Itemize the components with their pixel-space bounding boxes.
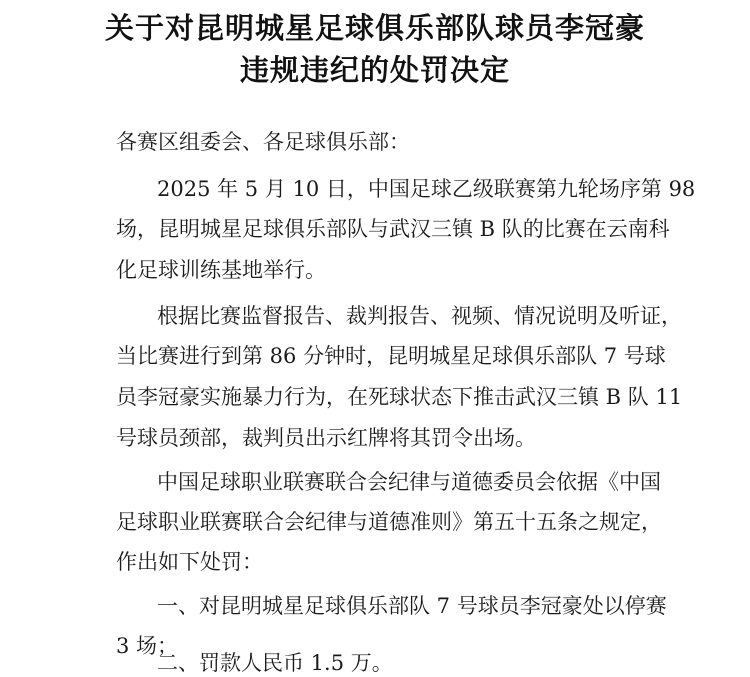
body-line: 场，昆明城星足球俱乐部队与武汉三镇 B 队的比赛在云南科 <box>116 217 670 241</box>
salutation: 各赛区组委会、各足球俱乐部： <box>116 130 410 154</box>
body-line: 中国足球职业联赛联合会纪律与道德委员会依据《中国 <box>157 470 661 494</box>
body-line: 根据比赛监督报告、裁判报告、视频、情况说明及听证， <box>157 304 682 328</box>
body-line: 2025 年 5 月 10 日，中国足球乙级联赛第九轮场序第 98 <box>157 177 696 201</box>
penalty-item-1-continued: 3 场； <box>116 634 179 658</box>
document-title-line-2: 违规违纪的处罚决定 <box>239 53 510 87</box>
body-line: 员李冠豪实施暴力行为，在死球状态下推击武汉三镇 B 队 11 <box>116 385 683 409</box>
body-line: 化足球训练基地举行。 <box>116 258 326 282</box>
body-line: 作出如下处罚： <box>116 550 263 574</box>
body-line: 足球职业联赛联合会纪律与道德准则》第五十五条之规定， <box>116 510 662 534</box>
document-title-line-1: 关于对昆明城星足球俱乐部队球员李冠豪 <box>104 11 645 45</box>
penalty-item-1: 一、对昆明城星足球俱乐部队 7 号球员李冠豪处以停赛 <box>157 594 667 618</box>
penalty-item-2: 二、罚款人民币 1.5 万。 <box>157 651 393 675</box>
body-line: 当比赛进行到第 86 分钟时，昆明城星足球俱乐部队 7 号球 <box>116 344 666 368</box>
body-line: 号球员颈部，裁判员出示红牌将其罚令出场。 <box>116 426 536 450</box>
